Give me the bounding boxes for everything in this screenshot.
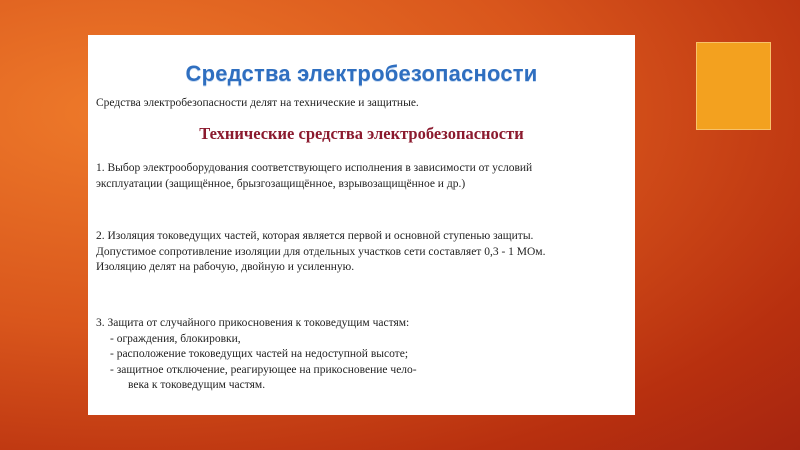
list-item-3 bbox=[96, 316, 633, 394]
slide-subtitle: Средства электробезопасности делят на технические и защитные. bbox=[96, 97, 419, 109]
slide-content-card bbox=[88, 35, 635, 415]
list-item-2 bbox=[96, 229, 633, 276]
list-item-3-bullet-1: - ограждения, блокировки, bbox=[110, 332, 241, 345]
list-item-3-bullet-3: - защитное отключение, реагирующее на прикосновение чело- bbox=[110, 363, 417, 376]
list-item-1-line-1: 1. Выбор электрооборудования соответствующего исполнения в зависимости от условий bbox=[96, 162, 533, 174]
list-item-2-line-2: Допустимое сопротивление изоляции для отдельных участков сети составляет 0,3 - 1 МОм. bbox=[96, 245, 546, 258]
list-item-2-line-1: 2. Изоляция токоведущих частей, которая является первой и основной ступенью защиты. bbox=[96, 230, 534, 242]
list-item-2-line-3: Изоляцию делят на рабочую, двойную и усиленную. bbox=[96, 261, 355, 273]
list-item-3-bullet-3-cont: века к токоведущим частям. bbox=[128, 379, 266, 391]
slide-title: Средства электробезопасности bbox=[185, 61, 538, 86]
decorative-accent-square bbox=[696, 42, 771, 130]
list-item-1-line-2: эксплуатации (защищённое, брызгозащищённое, взрывозащищённое и др.) bbox=[96, 177, 466, 190]
section-heading: Технические средства электробезопасности bbox=[199, 124, 524, 143]
list-item-3-line-1: 3. Защита от случайного прикосновения к токоведущим частям: bbox=[96, 317, 410, 329]
list-item-1 bbox=[96, 161, 633, 192]
list-item-3-bullet-2: - расположение токоведущих частей на недоступной высоте; bbox=[110, 348, 409, 360]
